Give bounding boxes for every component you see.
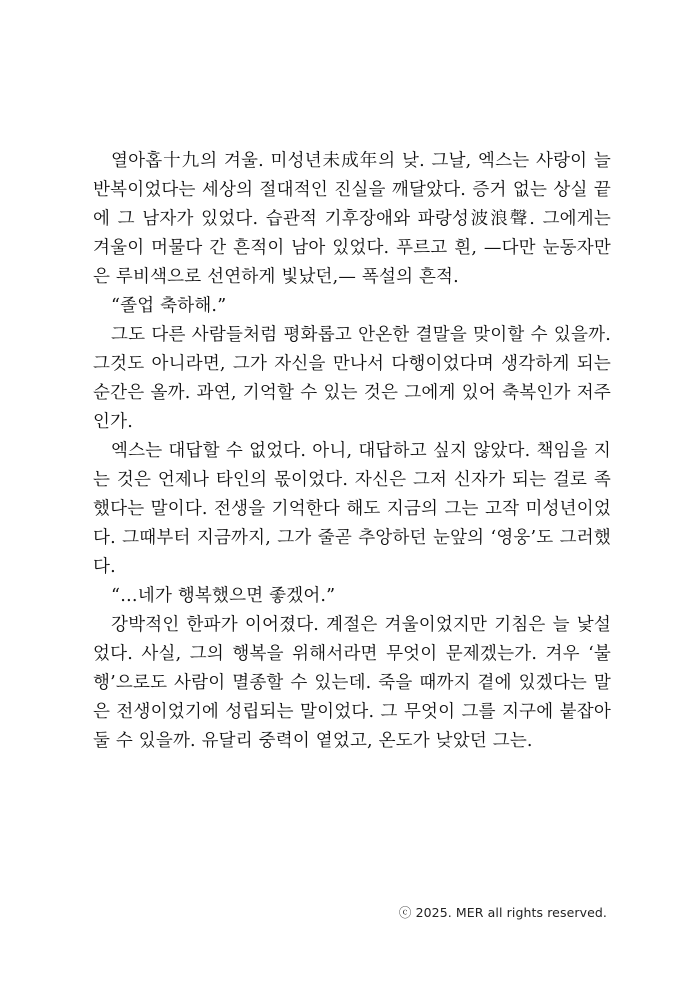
dialogue-be-happy: “…네가 행복했으면 좋겠어.” — [111, 586, 336, 606]
paragraph-peaceful-ending: 그도 다른 사람들처럼 평화롭고 안온한 결말을 맞이할 수 있을까. 그것도 아니라면, 그가 자신을 만나서 다행이었다며 생각하게 되는 순간은 올까. 과연, 기억할 수 있는 것은 그에게 있어 축복인가 저주인가. — [93, 325, 611, 432]
paragraph-cold-wave: 강박적인 한파가 이어졌다. 계절은 겨울이었지만 기침은 늘 낯설었다. 사실, 그의 행복을 위해서라면 무엇이 문제겠는가. 겨우 ‘불행’으로도 사람이 멸종할 수 있는데. 죽을 때까지 곁에 있겠다는 말은 전생이었기에 성립되는 말이었다. 그 무엇이 그를 지구에 붙잡아둘 수 있을까. 유달리 중력이 옅었고, 온도가 낮았던 그는. — [93, 615, 611, 751]
story-text — [93, 147, 611, 756]
dialogue-graduation: “졸업 축하해.” — [111, 296, 227, 316]
paragraph-winter-nineteen: 열아홉十九의 겨울. 미성년未成年의 낮. 그날, 엑스는 사랑이 늘 반복이었다는 세상의 절대적인 진실을 깨달았다. 증거 없는 상실 끝에 그 남자가 있었다. 습관적 기후장애와 파랑성波浪聲. 그에게는 겨울이 머물다 간 흔적이 남아 있었다. 푸르고 흰, —다만 눈동자만은 루비색으로 선연하게 빛났던,— 폭설의 흔적. — [93, 151, 611, 287]
copyright-footer: ⓒ 2025. MER all rights reserved. — [398, 905, 607, 920]
paragraph-x-could-not-answer: 엑스는 대답할 수 없었다. 아니, 대답하고 싶지 않았다. 책임을 지는 것은 언제나 타인의 몫이었다. 자신은 그저 신자가 되는 걸로 족했다는 말이다. 전생을 기억한다 해도 지금의 그는 고작 미성년이었다. 그때부터 지금까지, 그가 줄곧 추앙하던 눈앞의 ‘영웅’도 그러했다. — [93, 441, 611, 577]
